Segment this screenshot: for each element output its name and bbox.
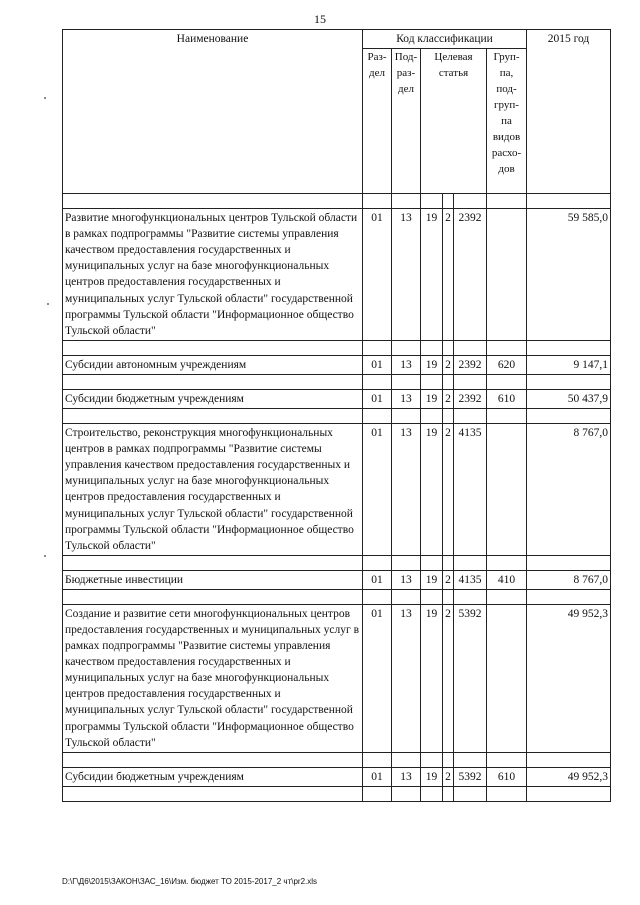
row-subsection: 13 — [392, 209, 421, 341]
header-expense-group: Груп-па, под-груп-па видов расхо-дов — [487, 49, 527, 194]
row-spacer — [63, 752, 611, 767]
row-section: 01 — [363, 355, 392, 374]
row-spacer — [63, 194, 611, 209]
table-row — [63, 570, 611, 589]
row-target-subprogram: 2 — [443, 424, 454, 556]
table-body — [63, 194, 611, 802]
row-expense-group: 610 — [487, 389, 527, 408]
row-name: Бюджетные инвестиции — [63, 570, 363, 589]
row-section: 01 — [363, 424, 392, 556]
row-name: Создание и развитие сети многофункциональных центров предоставления государственных и муниципальных услуг в рамках подпрограммы "Развитие системы управления качеством предоставления государственных и муниципальных услуг на базе многофункциональных центров предоставления государственных и муниципальных услуг Тульской области" государственной программы Тульской области "Информационное общество Тульской области" — [63, 604, 363, 752]
budget-table — [62, 29, 611, 802]
row-target-subprogram: 2 — [443, 604, 454, 752]
row-target-direction: 5392 — [454, 604, 487, 752]
row-amount: 49 952,3 — [527, 604, 611, 752]
row-target-direction: 2392 — [454, 355, 487, 374]
row-amount: 59 585,0 — [527, 209, 611, 341]
row-subsection: 13 — [392, 767, 421, 786]
header-year: 2015 год — [527, 30, 611, 194]
row-section: 01 — [363, 389, 392, 408]
row-expense-group: 410 — [487, 570, 527, 589]
table-row — [63, 604, 611, 752]
row-section: 01 — [363, 570, 392, 589]
page-number: 15 — [314, 12, 326, 26]
row-expense-group — [487, 604, 527, 752]
row-subsection: 13 — [392, 424, 421, 556]
table-row — [63, 389, 611, 408]
row-spacer — [63, 589, 611, 604]
row-target-program: 19 — [421, 604, 443, 752]
row-name: Субсидии автономным учреждениям — [63, 355, 363, 374]
row-section: 01 — [363, 767, 392, 786]
header-name: Наименование — [63, 30, 363, 194]
row-spacer — [63, 409, 611, 424]
row-target-direction: 2392 — [454, 389, 487, 408]
table-row — [63, 424, 611, 556]
row-amount: 50 437,9 — [527, 389, 611, 408]
row-target-program: 19 — [421, 570, 443, 589]
row-amount: 9 147,1 — [527, 355, 611, 374]
table-row — [63, 767, 611, 786]
row-subsection: 13 — [392, 604, 421, 752]
scan-speck — [44, 555, 46, 557]
row-target-program: 19 — [421, 424, 443, 556]
header-subsection: Под-раз-дел — [392, 49, 421, 194]
scan-speck — [44, 97, 46, 99]
row-target-program: 19 — [421, 767, 443, 786]
table-row — [63, 355, 611, 374]
row-amount: 8 767,0 — [527, 424, 611, 556]
row-name: Субсидии бюджетным учреждениям — [63, 389, 363, 408]
row-target-direction: 4135 — [454, 570, 487, 589]
row-target-program: 19 — [421, 209, 443, 341]
row-expense-group: 620 — [487, 355, 527, 374]
row-amount: 8 767,0 — [527, 570, 611, 589]
row-spacer — [63, 786, 611, 801]
row-spacer — [63, 340, 611, 355]
row-expense-group: 610 — [487, 767, 527, 786]
table-row — [63, 209, 611, 341]
row-target-subprogram: 2 — [443, 355, 454, 374]
row-spacer — [63, 374, 611, 389]
file-path-footer: D:\Г\Д6\2015\ЗАКОН\ЗАС_16\Изм. бюджет ТО 2015-2017_2 чт\pr2.xls — [62, 877, 318, 886]
row-amount: 49 952,3 — [527, 767, 611, 786]
row-section: 01 — [363, 209, 392, 341]
row-subsection: 13 — [392, 389, 421, 408]
row-expense-group — [487, 424, 527, 556]
row-name: Строительство, реконструкция многофункциональных центров в рамках подпрограммы "Развитие системы управления качеством предоставления государственных и муниципальных услуг на базе многофункциональных центров предоставления государственных и муниципальных услуг Тульской области" государственной программы Тульской области "Информационное общество Тульской области" — [63, 424, 363, 556]
row-subsection: 13 — [392, 355, 421, 374]
row-subsection: 13 — [392, 570, 421, 589]
row-target-subprogram: 2 — [443, 389, 454, 408]
row-target-direction: 5392 — [454, 767, 487, 786]
row-name: Развитие многофункциональных центров Тульской области в рамках подпрограммы "Развитие системы управления качеством предоставления государственных и муниципальных услуг на базе многофункциональных центров предоставления государственных и муниципальных услуг Тульской области" государственной программы Тульской области "Информационное общество Тульской области" — [63, 209, 363, 341]
scan-speck — [47, 303, 49, 305]
header-section: Раз-дел — [363, 49, 392, 194]
row-target-subprogram: 2 — [443, 209, 454, 341]
row-target-subprogram: 2 — [443, 570, 454, 589]
row-spacer — [63, 555, 611, 570]
row-target-program: 19 — [421, 389, 443, 408]
row-target-subprogram: 2 — [443, 767, 454, 786]
row-expense-group — [487, 209, 527, 341]
row-target-direction: 4135 — [454, 424, 487, 556]
header-target-article: Целевая статья — [421, 49, 487, 194]
row-name: Субсидии бюджетным учреждениям — [63, 767, 363, 786]
header-classification-code: Код классификации — [363, 30, 527, 49]
row-target-direction: 2392 — [454, 209, 487, 341]
row-target-program: 19 — [421, 355, 443, 374]
row-section: 01 — [363, 604, 392, 752]
